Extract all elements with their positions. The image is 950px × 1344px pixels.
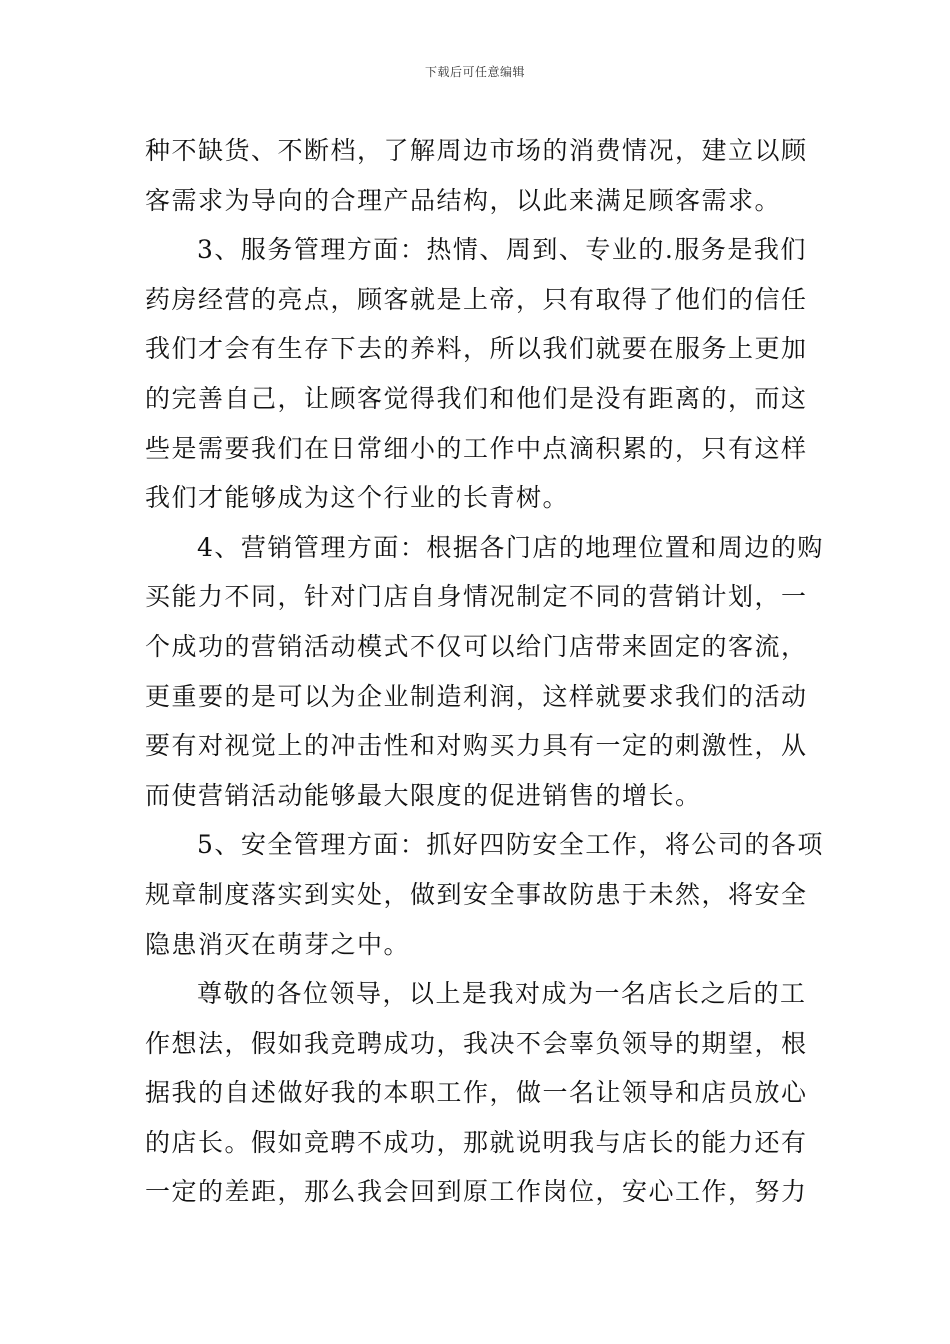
text-line: 种不缺货、不断档，了解周边市场的消费情况，建立以顾	[145, 136, 808, 165]
text-line: 买能力不同，针对门店自身情况制定不同的营销计划，一	[145, 582, 808, 612]
text-line: 我们才能够成为这个行业的长青树。	[145, 483, 570, 513]
text-line: 要有对视觉上的冲击性和对购买力具有一定的刺激性，从	[145, 731, 808, 761]
text-line: 我们才会有生存下去的养料，所以我们就要在服务上更加	[145, 334, 808, 364]
text-line: 更重要的是可以为企业制造利润，这样就要求我们的活动	[145, 681, 808, 711]
text-line: 而使营销活动能够最大限度的促进销售的增长。	[145, 780, 702, 810]
text-line: 规章制度落实到实处，做到安全事故防患于未然，将安全	[145, 879, 808, 909]
text-line: 据我的自述做好我的本职工作，做一名让领导和店员放心	[145, 1078, 808, 1108]
text-line: 的完善自己，让顾客觉得我们和他们是没有距离的，而这	[145, 383, 808, 413]
text-line: 客需求为导向的合理产品结构，以此来满足顾客需求。	[145, 185, 782, 215]
text-line: 药房经营的亮点，顾客就是上帝，只有取得了他们的信任	[145, 284, 808, 314]
paragraph-first-line: 3、服务管理方面：热情、周到、专业的.服务是我们	[197, 235, 807, 265]
paragraph-first-line: 尊敬的各位领导，以上是我对成为一名店长之后的工	[197, 979, 807, 1009]
text-line: 隐患消灭在萌芽之中。	[145, 929, 411, 959]
text-line: 的店长。假如竞聘不成功，那就说明我与店长的能力还有	[145, 1127, 808, 1157]
text-line: 一定的差距，那么我会回到原工作岗位，安心工作，努力	[145, 1177, 808, 1207]
text-line: 些是需要我们在日常细小的工作中点滴积累的，只有这样	[145, 433, 808, 463]
page-header-note: 下载后可任意编辑	[424, 65, 525, 79]
text-line: 作想法，假如我竞聘成功，我决不会辜负领导的期望，根	[145, 1028, 808, 1058]
document-body	[145, 126, 824, 1217]
paragraph-first-line: 4、营销管理方面：根据各门店的地理位置和周边的购	[197, 532, 824, 562]
paragraph-first-line: 5、安全管理方面：抓好四防安全工作，将公司的各项	[197, 830, 824, 860]
text-line: 个成功的营销活动模式不仅可以给门店带来固定的客流，	[145, 631, 808, 661]
